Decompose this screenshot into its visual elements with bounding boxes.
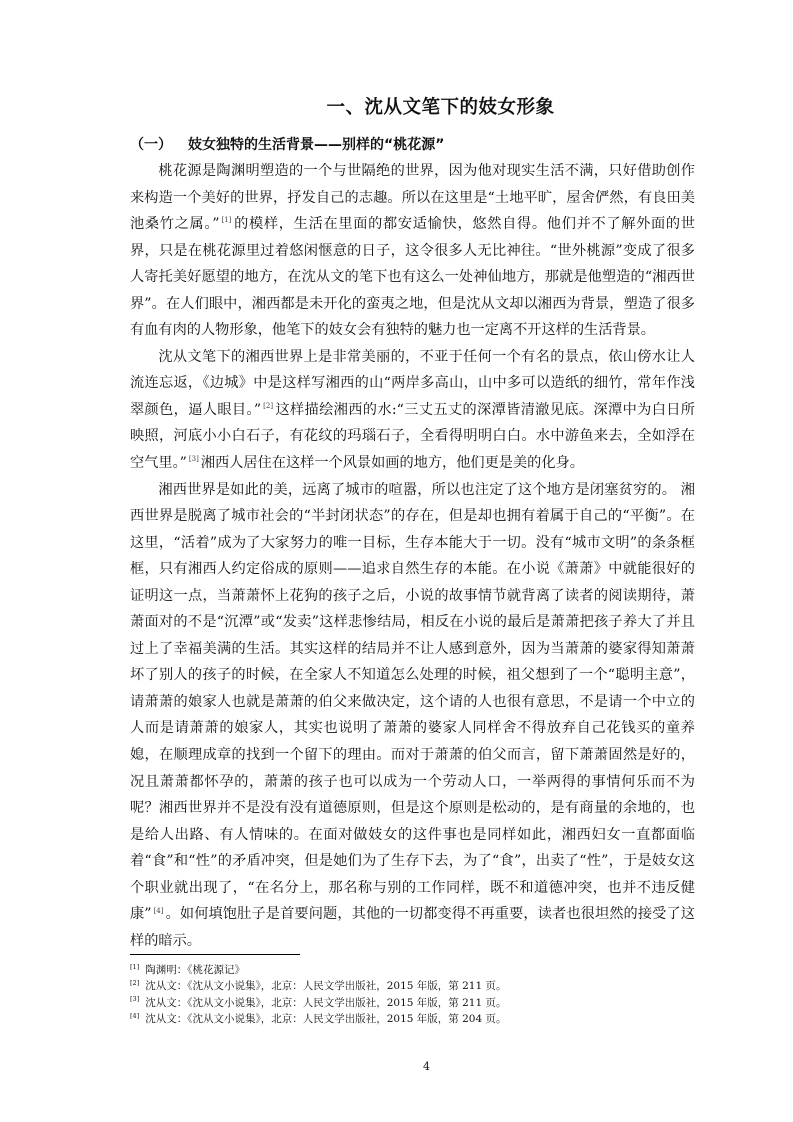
footnote-reference[interactable]: [3] (188, 455, 199, 464)
footnote-item (130, 1011, 507, 1027)
footnote-reference[interactable]: [1] (221, 216, 232, 225)
paragraph-text: 的模样，生活在里面的都安适愉快，悠然自得。他们并不了解外面的世界，只是在桃花源里过着悠闲惬意的日子，这令很多人无比神往。“世外桃源”变成了很多人寄托美好愿望的地方，在沈从文的笔下也有这么一处神仙地方，那就是他塑造的“湘西世界”。在人们眼中，湘西都是未开化的蛮夷之地，但是沈从文却以湘西为背景，塑造了很多有血有肉的人物形象，他笔下的妓女会有独特的魅力也一定离不开这样的生活背景。 (130, 216, 695, 339)
paragraph (130, 158, 695, 344)
chapter-title: 一、沈从文笔下的妓女形象 (326, 97, 555, 118)
paragraph-text: 这样描绘湘西的水:“三丈五丈的深潭皆清澈见底。深潭中为白日所映照，河底小小白石子，有花纹的玛瑙石子，全看得明明白白。水中游鱼来去，全如浮在空气里。” (130, 401, 695, 472)
footnote-mark: [4] (130, 1011, 140, 1020)
footnote-item (130, 978, 507, 994)
section-number: （一） (130, 137, 172, 153)
footnote-text: 沈从文：《沈从文小说集》，北京：人民文学出版社，2015 年版，第 211 页。 (145, 980, 507, 993)
footnote-reference[interactable]: [2] (263, 402, 274, 411)
footnote-text: 沈从文：《沈从文小说集》，北京：人民文学出版社，2015 年版，第 211 页。 (145, 996, 507, 1009)
paragraph-text: 。如何填饱肚子是首要问题，其他的一切都变得不再重要，读者也很坦然的接受了这样的暗示。 (130, 906, 695, 949)
footnotes (130, 962, 507, 1028)
footnote-item (130, 995, 507, 1011)
paragraph-text: 湘西世界是如此的美，远离了城市的喧嚣，所以也注定了这个地方是闭塞贫穷的。 湘西世界是脱离了城市社会的“半封闭状态”的存在，但是却也拥有着属于自己的“平衡”。在这里，“活着”成为了大家努力的唯一目标，生存本能大于一切。没有“城市文明”的条条框框，只有湘西人约定俗成的原则——追求自然生存的本能。在小说《萧萧》中就能很好的证明这一点，当萧萧怀上花狗的孩子之后，小说的故事情节就背离了读者的阅读期待，萧萧面对的不是“沉潭”或“发卖”这样悲惨结局，相反在小说的最后是萧萧把孩子养大了并且过上了幸福美满的生活。其实这样的结局并不让人感到意外，因为当萧萧的婆家得知萧萧坏了别人的孩子的时候，在全家人不知道怎么处理的时候，祖父想到了一个“聪明主意”，请萧萧的娘家人也就是萧萧的伯父来做决定，这个请的人也很有意思，不是请一个中立的人而是请萧萧的娘家人，其实也说明了萧萧的婆家人同样舍不得放弃自己花钱买的童养媳，在顺理成章的找到一个留下的理由。而对于萧萧的伯父而言，留下萧萧固然是好的，况且萧萧都怀孕的，萧萧的孩子也可以成为一个劳动人口，一举两得的事情何乐而不为呢？湘西世界并不是没有没有道德原则，但是这个原则是松动的，是有商量的余地的，也是给人出路、有人情味的。在面对做妓女的这件事也是同样如此，湘西妇女一直都面临着“食”和“性”的矛盾冲突，但是她们为了生存下去，为了“食”，出卖了“性”，于是妓女这个职业就出现了，“在名分上，那名称与别的工作同样，既不和道德冲突，也并不违反健康” (130, 481, 695, 923)
footnote-text: 沈从文：《沈从文小说集》，北京：人民文学出版社，2015 年版，第 204 页。 (145, 1013, 507, 1026)
footnote-item (130, 962, 507, 978)
paragraph (130, 477, 695, 955)
paragraph-text: 桃花源是陶渊明塑造的一个与世隔绝的世界，因为他对现实生活不满，只好借助创作来构造一个美好的世界，抒发自己的志趣。所以在这里是“土地平旷，屋舍俨然，有良田美池桑竹之属。” (130, 163, 695, 233)
paragraph-text: 湘西人居住在这样一个风景如画的地方，他们更是美的化身。 (200, 455, 584, 472)
footnote-reference[interactable]: [4] (153, 906, 164, 915)
section-title: 妓女独特的生活背景——别样的“桃花源” (188, 137, 445, 153)
footnote-text: 陶渊明：《桃花源记》 (145, 964, 245, 976)
footnote-mark: [2] (130, 978, 140, 987)
footnote-mark: [3] (130, 995, 140, 1004)
footnote-separator (130, 954, 300, 955)
body-text (130, 158, 695, 954)
section-heading (130, 134, 444, 154)
page-number: 4 (423, 1060, 430, 1073)
footnote-mark: [1] (130, 962, 140, 971)
paragraph (130, 344, 695, 477)
paragraph-text: 沈从文笔下的湘西世界上是非常美丽的，不亚于任何一个有名的景点，依山傍水让人流连忘返，《边城》中是这样写湘西的山“两岸多高山，山中多可以造纸的细竹，常年作浅翠颜色，逼人眼目。” (130, 348, 695, 418)
